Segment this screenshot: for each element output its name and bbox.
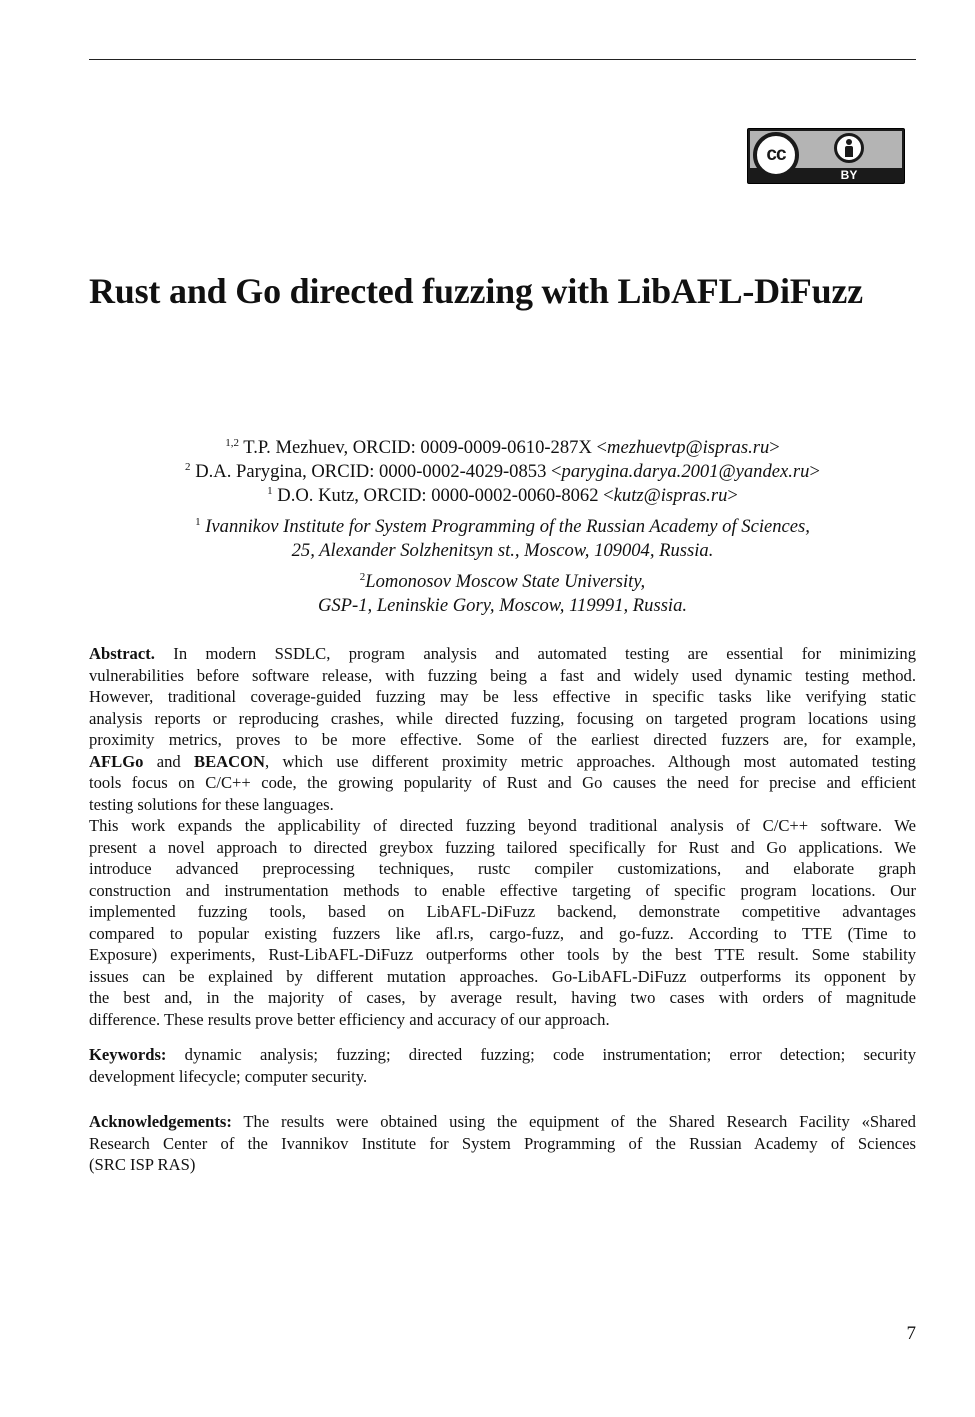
keywords-label: Keywords: [89,1045,167,1064]
abstract-label: Abstract. [89,644,155,663]
affiliation-1: $^1$ Ivannikov Institute for System Programming of the Russian Academy of Sciences, 25, Alexander Solzhenitsyn st., Moscow, 109004, Russia. [195,516,810,561]
cc-by-license-badge [747,128,905,184]
affiliation-2: $^2$Lomonosov Moscow State University, GSP-1, Leninskie Gory, Moscow, 119991, Russia. [317,571,688,616]
abstract-line: compared to popular existing fuzzers like afl.rs, cargo-fuzz, and go-fuzz. According to TTE (Time to [89,923,916,943]
abstract-line: present a novel approach to directed greybox fuzzing tailored specifically for Rust and Go applications. We [89,837,916,857]
header-rule [89,59,916,60]
abstract-line: vulnerabilities before software release, with fuzzing being a fast and widely used dynamic testing method. [89,665,916,685]
abstract-line: testing solutions for these languages. [89,794,334,814]
abstract-line: analysis reports or reproducing crashes, while directed fuzzing, focusing on targeted program locations using [89,708,916,728]
abstract-line: tools focus on C/C++ code, the growing popularity of Rust and Go causes the need for precise and efficient [89,773,916,792]
author-1: $^{1,2}$ T.P. Mezhuev, ORCID: 0009-0009-0610-287X <mezhuevtp@ispras.ru> [225,437,780,458]
abstract-line: difference. These results prove better efficiency and accuracy of our approach. [89,1009,610,1029]
acknowledgements: Acknowledgements: The results were obtained using the equipment of the Shared Research Facility «Shared Research Center of the Ivannikov Institute for System Programming of the Russian Academy of Sciences (SRC ISP RAS) [89,1112,916,1174]
page-number: 7 [906,1323,916,1344]
abstract-line: construction and instrumentation methods to enable effective targeting of specific program locations. Our [89,880,916,900]
cc-icon: cc [753,132,799,178]
author-3: $^1$ D.O. Kutz, ORCID: 0000-0002-0060-8062 <kutz@ispras.ru> [267,485,738,506]
author-email[interactable]: mezhuevtp@ispras.ru [607,437,770,458]
acknowledgements-label: Acknowledgements: [89,1112,232,1131]
beacon-name: BEACON [194,751,266,771]
abstract-line: This work expands the applicability of directed fuzzing beyond traditional analysis of C/C++ software. We [89,816,916,835]
paper-title: Rust and Go directed fuzzing with LibAFL-DiFuzz [89,271,863,311]
author-email[interactable]: parygina.darya.2001@yandex.ru [561,461,810,482]
author-email[interactable]: kutz@ispras.ru [613,485,728,506]
abstract-line: However, traditional coverage-guided fuzzing may be less effective in specific tasks like verifying static [89,687,916,706]
abstract-line: the best and, in the majority of cases, by average result, having two cases with orders of magnitude [89,988,916,1007]
aflgo-name: AFLGo [89,751,144,771]
author-2: $^2$ D.A. Parygina, ORCID: 0000-0002-4029-0853 <parygina.darya.2001@yandex.ru> [185,461,820,482]
author-list [89,436,916,508]
abstract-line: introduce advanced preprocessing techniques, rustc compiler customizations, and elaborate graph [89,859,916,878]
abstract-line: proximity metrics, proves to be more effective. Some of the earliest directed fuzzers are, for example, [89,730,916,749]
abstract-line: AFLGo and BEACON, which use different proximity metric approaches. Although most automated testing [89,751,916,771]
abstract [89,643,916,1030]
by-label: BY [840,168,858,182]
abstract-line: implemented fuzzing tools, based on LibAFL-DiFuzz backend, demonstrate competitive advantages [89,902,916,921]
abstract-line: Exposure) experiments, Rust-LibAFL-DiFuzz outperforms other tools by the best TTE result. Some stability [89,945,916,964]
attribution-person-icon [834,133,864,163]
abstract-line: issues can be explained by different mutation approaches. Go-LibAFL-DiFuzz outperforms its opponent by [89,966,916,986]
keywords: Keywords: dynamic analysis; fuzzing; directed fuzzing; code instrumentation; error detection; security development lifecycle; computer security. [89,1045,917,1086]
abstract-line: Abstract. In modern SSDLC, program analysis and automated testing are essential for minimizing [89,644,917,663]
